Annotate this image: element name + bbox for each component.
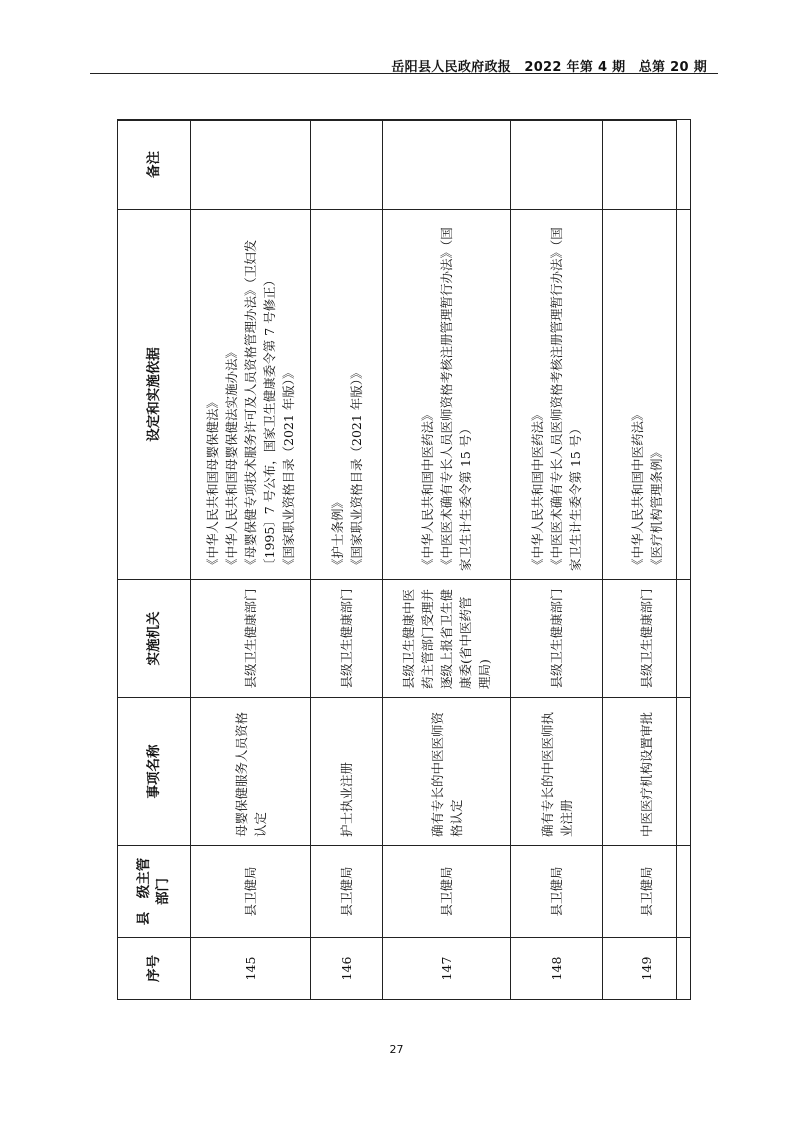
row-item: 确有专长的中医医师资格认定 bbox=[383, 698, 511, 846]
basis-line: 《中华人民共和国母婴保健法》 bbox=[205, 395, 220, 571]
row-item: 母婴保健服务人员资格认定 bbox=[191, 698, 311, 846]
table-header-row bbox=[118, 120, 191, 1000]
basis-line: 《国家职业资格目录（2021 年版）》 bbox=[281, 366, 296, 571]
row-basis bbox=[603, 210, 691, 580]
column-header: 序号 bbox=[118, 938, 191, 1000]
row-number: 146 bbox=[311, 938, 383, 1000]
table-row bbox=[603, 120, 691, 1000]
rotated-table-container bbox=[117, 120, 677, 1000]
row-dept: 县卫健局 bbox=[311, 846, 383, 938]
basis-line: 《中华人民共和国中医药法》 bbox=[420, 408, 435, 571]
table-row bbox=[383, 120, 511, 1000]
column-header: 备注 bbox=[118, 120, 191, 210]
row-number: 147 bbox=[383, 938, 511, 1000]
basis-line: 《中华人民共和国母婴保健法实施办法》 bbox=[224, 345, 239, 571]
page-header: 岳阳县人民政府政报 2022 年第 4 期 总第 20 期 bbox=[391, 60, 707, 75]
row-note bbox=[383, 120, 511, 210]
column-header: 设定和实施依据 bbox=[118, 210, 191, 580]
row-number: 149 bbox=[603, 938, 691, 1000]
row-dept: 县卫健局 bbox=[603, 846, 691, 938]
row-number: 148 bbox=[511, 938, 603, 1000]
row-dept: 县卫健局 bbox=[191, 846, 311, 938]
row-agency: 县级卫生健康部门 bbox=[311, 580, 383, 698]
basis-line: 《中华人民共和国中医药法》 bbox=[629, 408, 645, 571]
row-item: 确有专长的中医医师执业注册 bbox=[511, 698, 603, 846]
table-row bbox=[511, 120, 603, 1000]
row-agency: 县级卫生健康部门 bbox=[191, 580, 311, 698]
header-rule bbox=[90, 73, 718, 74]
row-basis bbox=[191, 210, 311, 580]
column-header: 县 级主管部门 bbox=[118, 846, 191, 938]
row-basis bbox=[383, 210, 511, 580]
column-header: 实施机关 bbox=[118, 580, 191, 698]
row-note bbox=[191, 120, 311, 210]
items-table bbox=[117, 119, 691, 1000]
row-dept: 县卫健局 bbox=[383, 846, 511, 938]
row-note bbox=[603, 120, 691, 210]
basis-line: 《国家职业资格目录（2021 年版）》 bbox=[348, 366, 364, 571]
basis-line: 《护士条例》 bbox=[329, 495, 345, 571]
row-item: 护士执业注册 bbox=[311, 698, 383, 846]
table-row bbox=[191, 120, 311, 1000]
table-row bbox=[311, 120, 383, 1000]
basis-line: 《中医医术确有专长人员医师资格考核注册管理暂行办法》（国家卫生计生委令第 15 号） bbox=[549, 227, 583, 571]
basis-line: 《中华人民共和国中医药法》 bbox=[530, 408, 545, 571]
row-number: 145 bbox=[191, 938, 311, 1000]
row-item: 中医医疗机构设置审批 bbox=[603, 698, 691, 846]
row-note bbox=[511, 120, 603, 210]
basis-line: 《母婴保健专项技术服务许可及人员资格管理办法》（卫妇发〔1995〕7 号公布，国家卫生健康委令第 7 号修正） bbox=[243, 239, 277, 571]
row-agency: 县级卫生健康部门 bbox=[603, 580, 691, 698]
row-basis bbox=[311, 210, 383, 580]
page-number: 27 bbox=[389, 1043, 404, 1056]
basis-line: 《医疗机构管理条例》 bbox=[648, 445, 664, 571]
row-basis bbox=[511, 210, 603, 580]
row-agency: 县级卫生健康中医药主管部门受理并逐级上报省卫生健康委(省中医药管理局) bbox=[383, 580, 511, 698]
row-note bbox=[311, 120, 383, 210]
column-header: 事项名称 bbox=[118, 698, 191, 846]
row-agency: 县级卫生健康部门 bbox=[511, 580, 603, 698]
row-dept: 县卫健局 bbox=[511, 846, 603, 938]
basis-line: 《中医医术确有专长人员医师资格考核注册管理暂行办法》（国家卫生计生委令第 15 号） bbox=[439, 227, 473, 571]
